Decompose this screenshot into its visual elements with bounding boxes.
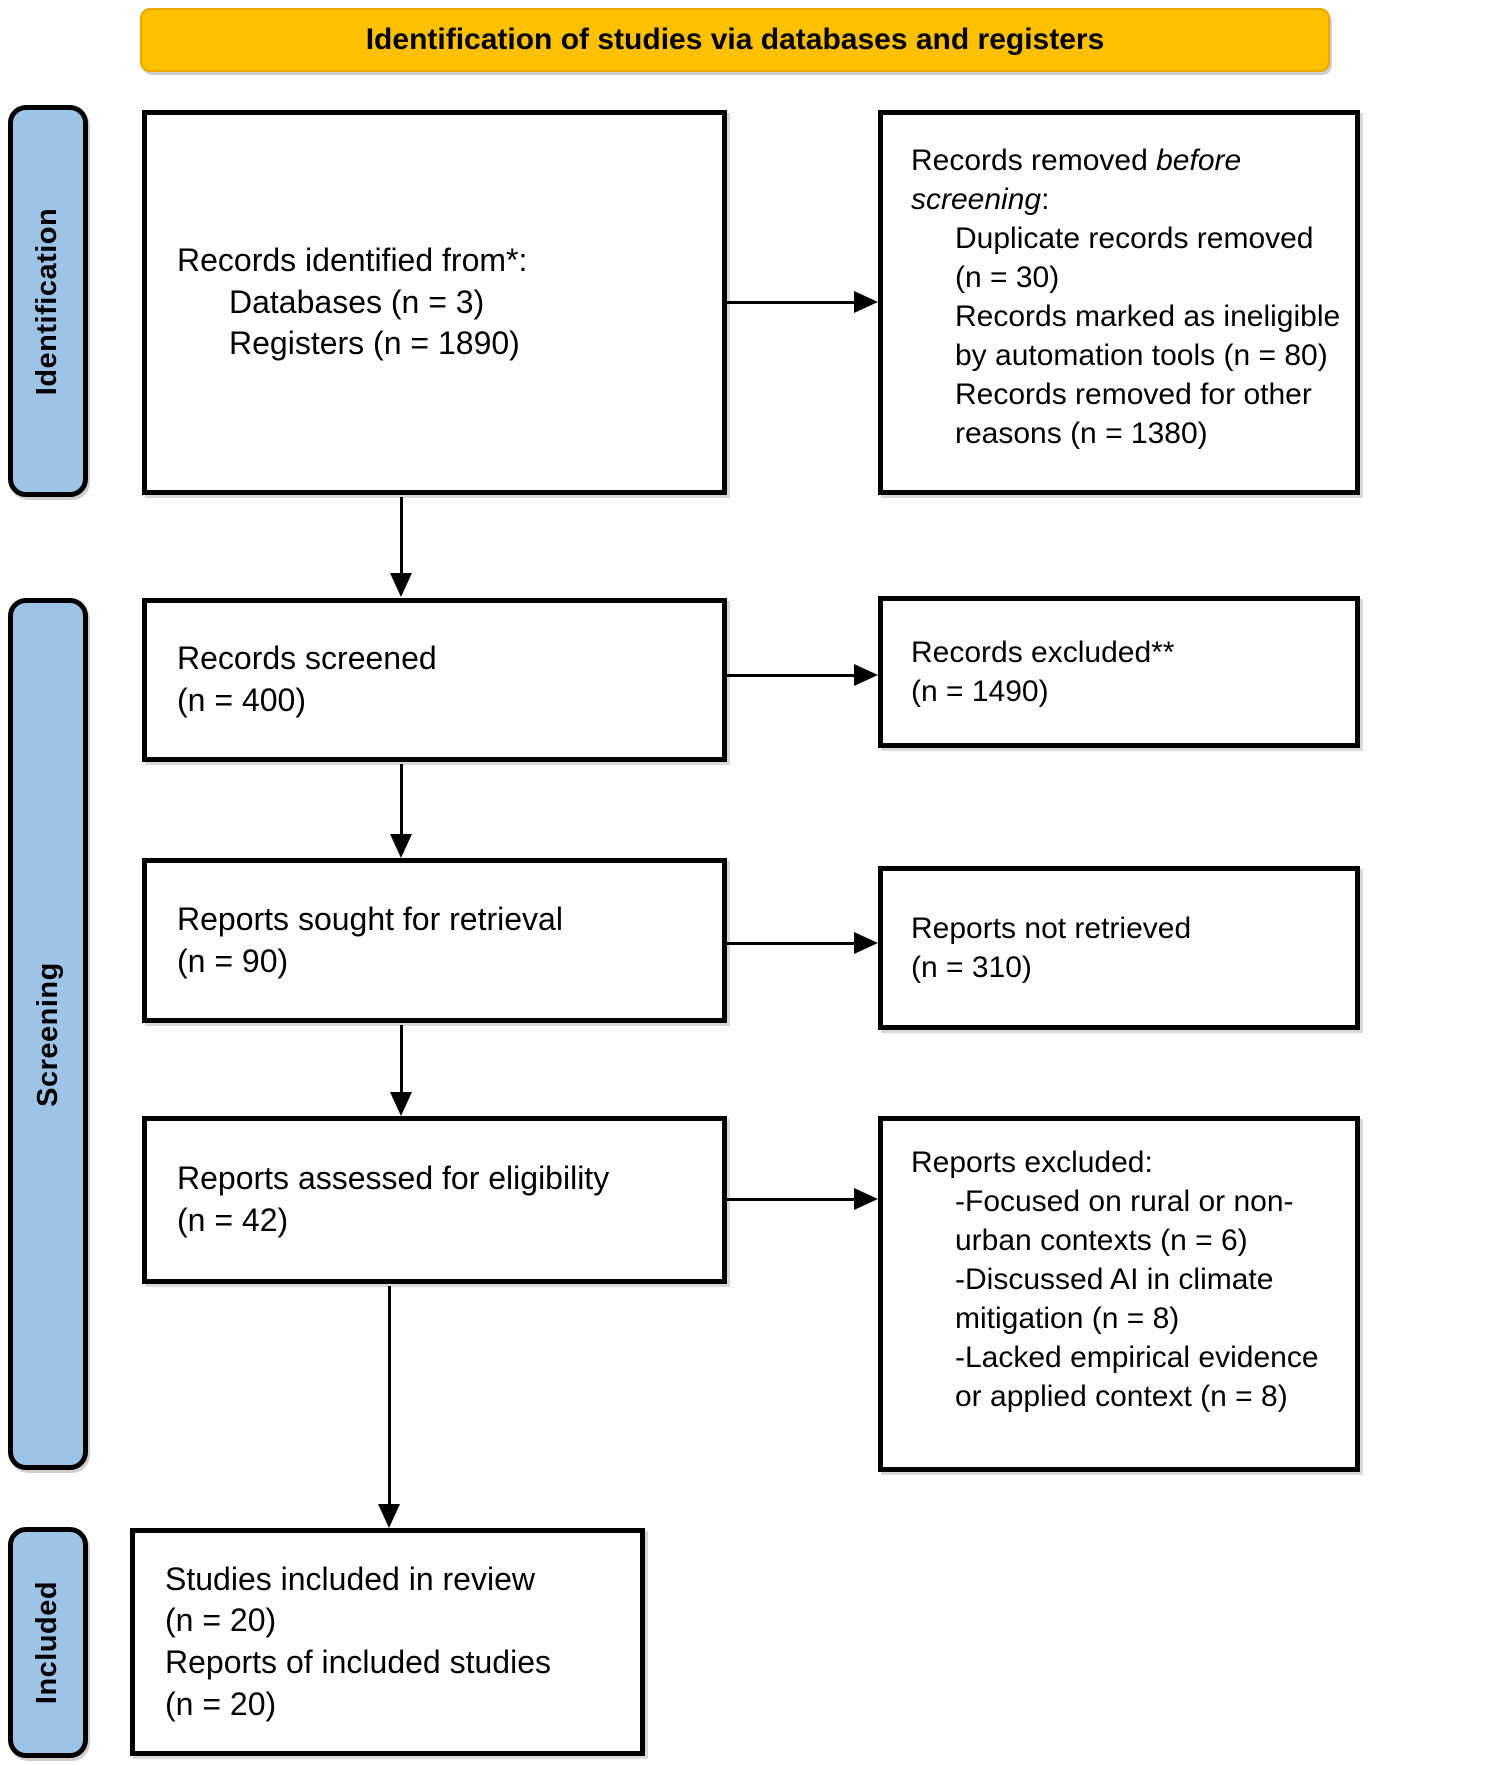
arrow-sought-to-notretrieved-line (727, 942, 856, 945)
diagram-title-banner (140, 8, 1330, 72)
records-removed-title: Records removed before screening: (911, 144, 1242, 216)
arrow-assessed-to-reportsexcluded-line (727, 1198, 856, 1201)
reports-sought-line2: (n = 90) (177, 942, 289, 979)
box-records-excluded (878, 596, 1360, 748)
arrow-assessed-to-included-line (388, 1286, 391, 1506)
stage-label-identification-text: Identification (31, 207, 64, 395)
records-screened-line1: Records screened (177, 640, 437, 677)
reports-not-retrieved-line2: (n = 310) (911, 951, 1032, 984)
box-reports-excluded (878, 1116, 1360, 1472)
arrow-identified-to-removed-line (727, 301, 856, 304)
reports-excluded-item: -Lacked empirical evidence or applied context (n = 8) (955, 1341, 1319, 1413)
records-removed-item: Records removed for other reasons (n = 1380) (955, 378, 1312, 450)
box-reports-assessed (142, 1116, 727, 1284)
box-reports-not-retrieved (878, 866, 1360, 1030)
records-identified-item: Registers (n = 1890) (229, 325, 520, 362)
arrow-identified-to-screened-line (400, 497, 403, 575)
studies-included-line: (n = 20) (165, 1602, 277, 1639)
arrow-down-icon (390, 1092, 412, 1116)
box-studies-included (130, 1528, 645, 1756)
diagram-title: Identification of studies via databases and registers (365, 23, 1105, 56)
records-identified-item: Databases (n = 3) (229, 283, 485, 320)
arrow-screened-to-sought-line (400, 764, 403, 836)
box-records-removed (878, 110, 1360, 495)
arrow-right-icon (854, 932, 878, 954)
reports-sought-line1: Reports sought for retrieval (177, 900, 563, 937)
stage-label-included (8, 1527, 88, 1758)
reports-excluded-item: -Discussed AI in climate mitigation (n = 8) (955, 1263, 1274, 1335)
box-reports-sought (142, 858, 727, 1023)
arrow-right-icon (854, 291, 878, 313)
arrow-down-icon (378, 1504, 400, 1528)
stage-label-included-text: Included (31, 1580, 64, 1705)
records-screened-line2: (n = 400) (177, 682, 306, 718)
arrow-down-icon (390, 573, 412, 597)
arrow-down-icon (390, 834, 412, 858)
records-identified-title: Records identified from*: (177, 242, 528, 279)
studies-included-line: Reports of included studies (165, 1644, 551, 1680)
box-records-identified (142, 110, 727, 495)
stage-label-screening-text: Screening (31, 961, 64, 1107)
studies-included-line: Studies included in review (165, 1560, 535, 1597)
records-removed-item: Records marked as ineligible by automation tools (n = 80) (955, 300, 1341, 372)
reports-assessed-line2: (n = 42) (177, 1202, 289, 1238)
records-excluded-line1: Records excluded** (911, 636, 1175, 669)
arrow-screened-to-excluded-line (727, 674, 856, 677)
arrow-right-icon (854, 1188, 878, 1210)
reports-not-retrieved-line1: Reports not retrieved (911, 912, 1192, 945)
stage-label-identification (8, 105, 88, 497)
records-removed-item: Duplicate records removed (n = 30) (955, 222, 1314, 294)
reports-excluded-item: -Focused on rural or non-urban contexts (n = 6) (955, 1185, 1294, 1257)
records-excluded-line2: (n = 1490) (911, 675, 1049, 708)
reports-assessed-line1: Reports assessed for eligibility (177, 1160, 610, 1197)
arrow-right-icon (854, 664, 878, 686)
reports-excluded-title: Reports excluded: (911, 1146, 1153, 1179)
records-removed-title-italic: before screening (911, 144, 1242, 216)
stage-label-screening (8, 598, 88, 1470)
arrow-sought-to-assessed-line (400, 1025, 403, 1093)
studies-included-line: (n = 20) (165, 1685, 277, 1722)
box-records-screened (142, 598, 727, 762)
